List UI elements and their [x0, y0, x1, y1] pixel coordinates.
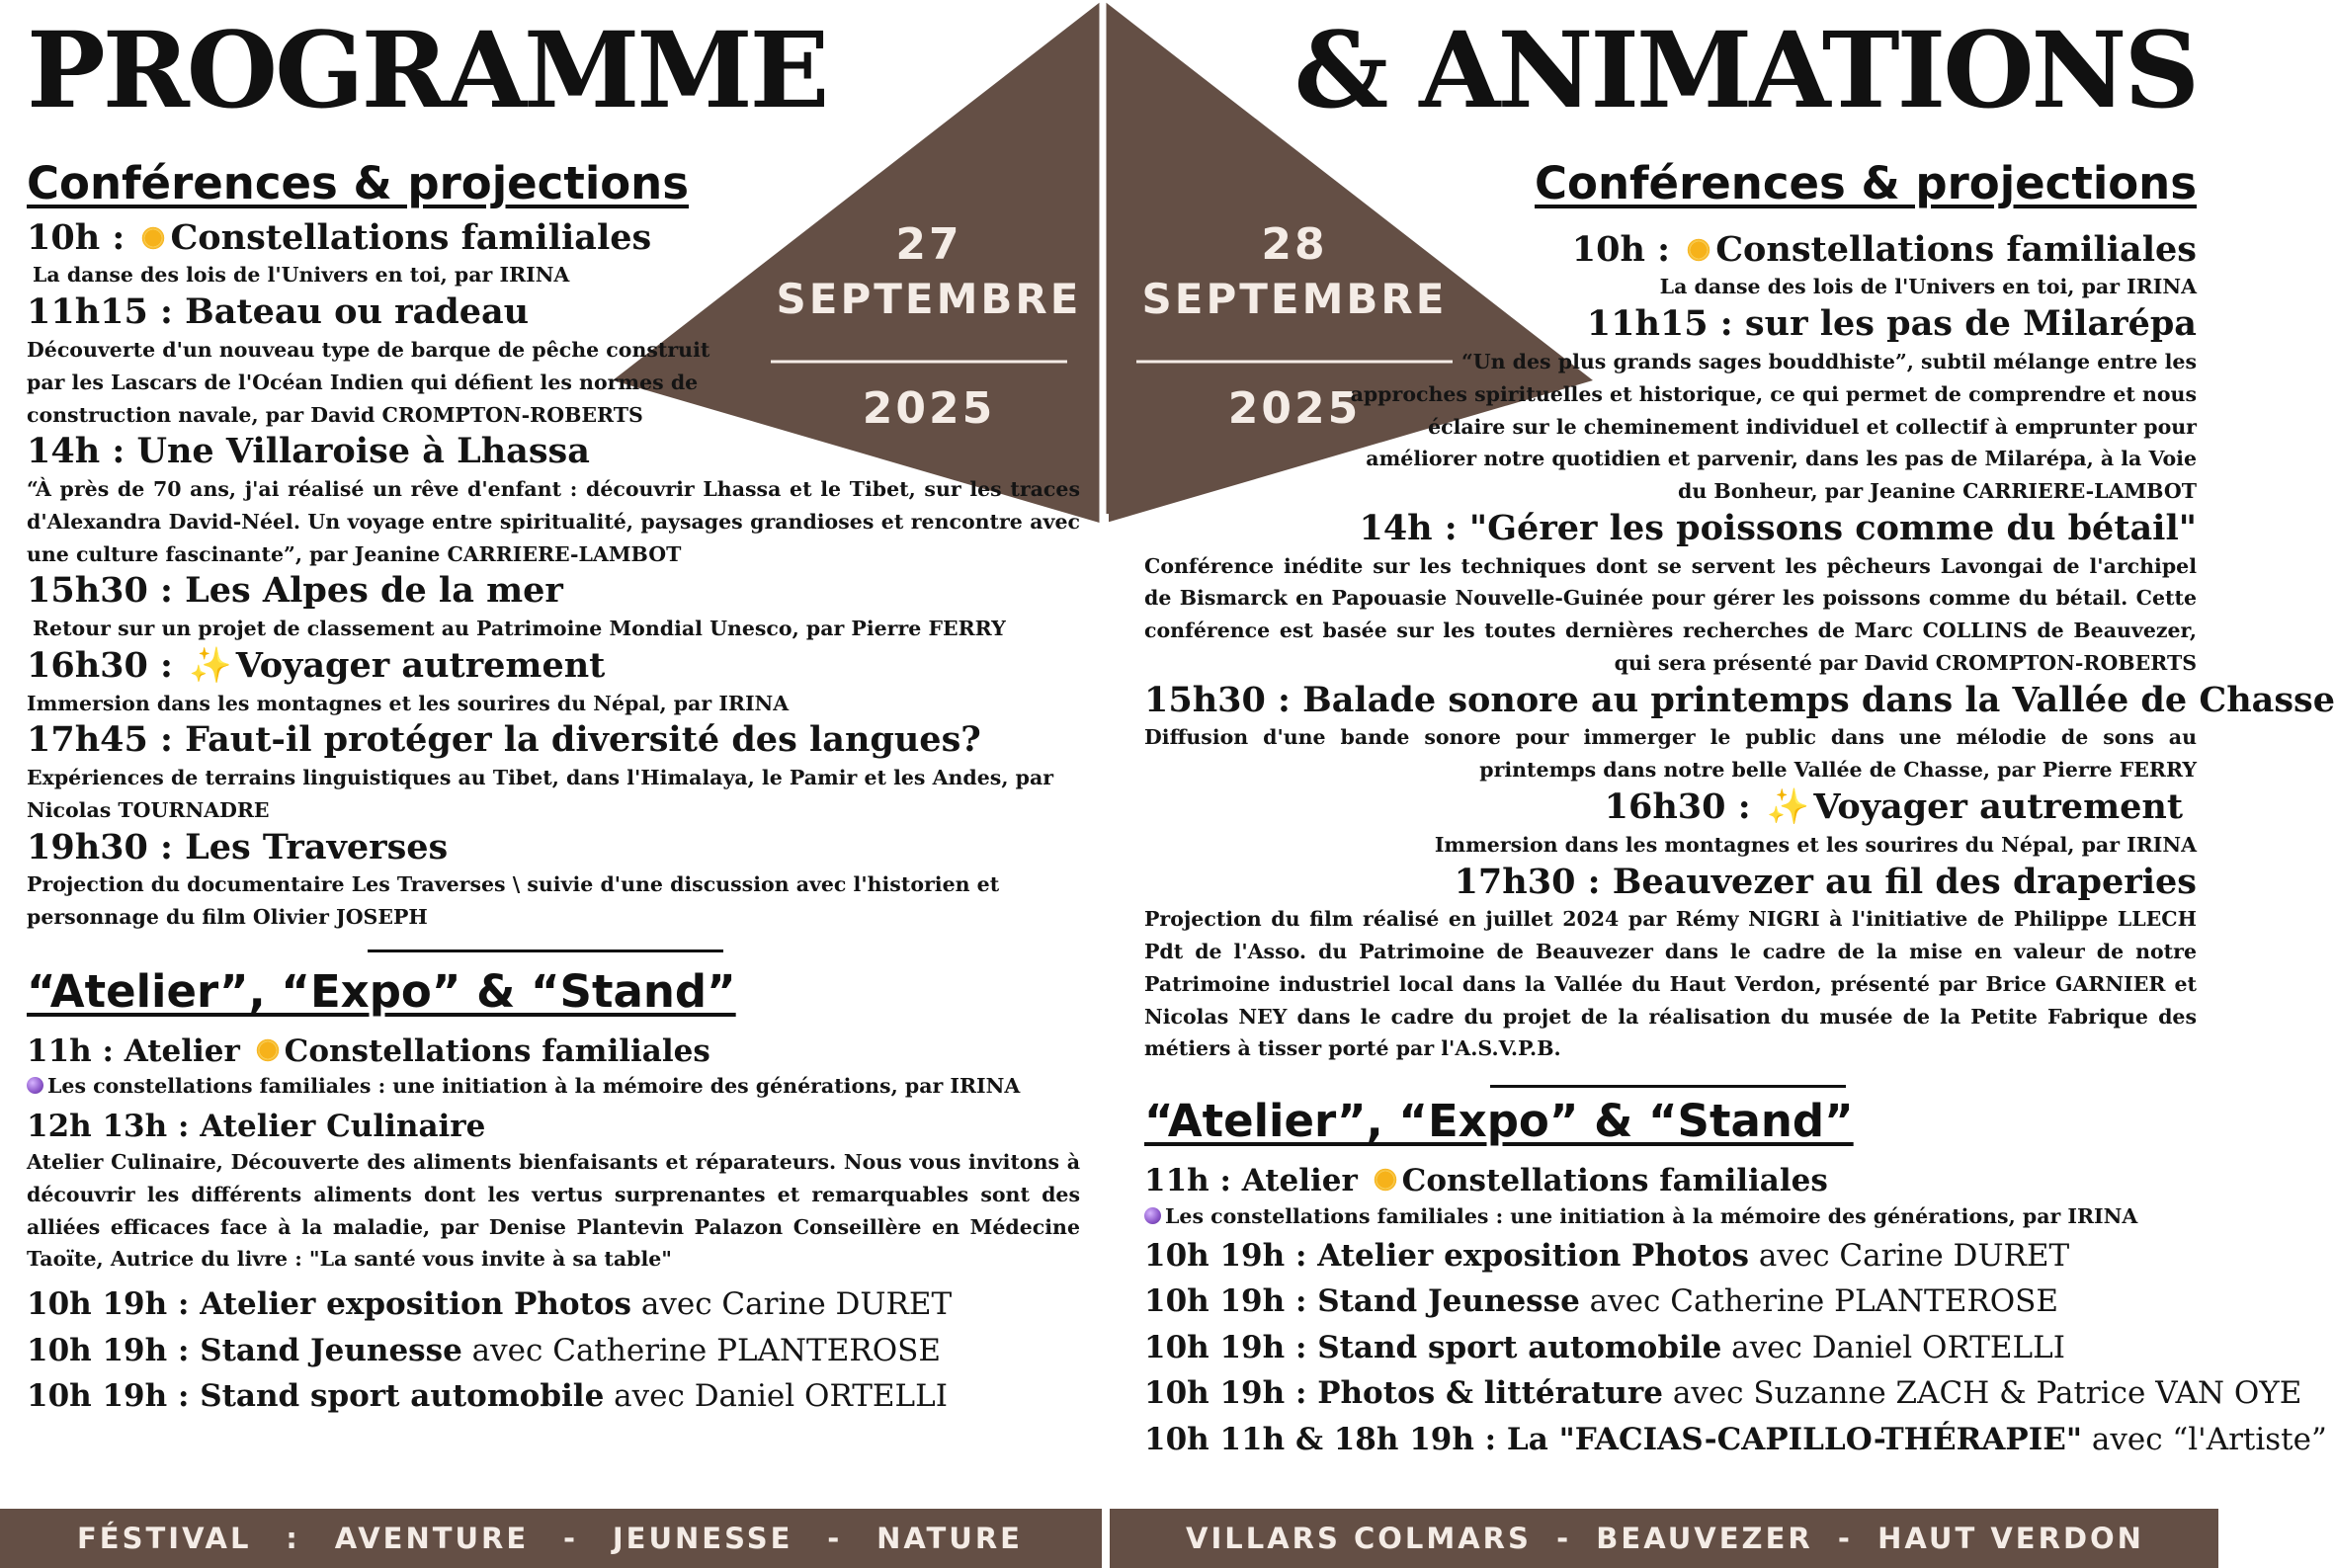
footer-left	[0, 1509, 1102, 1568]
event-desc: Projection du film réalisé en juillet 2024 par Rémy NIGRI à l'initiative de Philippe LLECH Pdt de l'Asso. du Patrimoine de Beauvezer dans le cadre de la mise en valeur de notre Patrimoine industriel local dans la Vallée du Haut Verdon, présenté par Brice GARNIER et Nicolas NEY dans le cadre du projet de la réalisation du musée de la Petite Fabrique des métiers à tisser porté par l'A.S.V.P.B.	[1144, 907, 2197, 1061]
event-time: 16h30 :	[27, 644, 186, 686]
left-event-1	[27, 217, 1107, 291]
left-event-4	[27, 570, 1107, 644]
date-left-day: 27	[895, 219, 962, 270]
event-title: Beauvezer au fil des draperies	[1612, 861, 2197, 902]
sparkle-icon: ✨	[189, 645, 232, 686]
sun-icon	[1686, 237, 1711, 263]
left-event-2	[27, 291, 718, 431]
event-desc: Immersion dans les montagnes et les sourires du Népal, par IRINA	[27, 691, 790, 715]
atelier-time: 11h : Atelier	[27, 1032, 251, 1069]
footer-word: NATURE	[876, 1522, 1023, 1555]
event-title: Constellations familiales	[170, 216, 652, 258]
right-event-4	[1144, 679, 2335, 786]
event-time: 15h30 :	[1144, 679, 1303, 720]
atelier-line: 10h 19h : Stand Jeunesse avec Catherine PLANTEROSE	[1144, 1283, 2058, 1320]
event-title: Balade sonore au printemps dans la Vallée de Chasse	[1302, 679, 2335, 720]
footer-word: BEAUVEZER	[1596, 1522, 1813, 1555]
event-time: 19h30 :	[27, 826, 186, 867]
event-title: Les Traverses	[185, 826, 449, 867]
event-time: 14h :	[27, 431, 137, 472]
event-time: 10h :	[1571, 228, 1683, 270]
left-atelier-heading: “Atelier”, “Expo” & “Stand”	[27, 964, 736, 1018]
footer-sep: -	[563, 1522, 579, 1555]
right-atelier-block	[1144, 1095, 2327, 1462]
footer-word: JEUNESSE	[612, 1522, 793, 1555]
right-atelier-1	[1144, 1163, 2197, 1233]
event-desc: “Un des plus grands sages bouddhiste”, subtil mélange entre les approches spirituelles et historique, ce qui permet de comprendre et nous éclaire sur le cheminement individuel et collectif à emprunter pour améliorer notre quotidien et parvenir, dans les pas de Milarépa, à la Voie du Bonheur, par Jeanine CARRIERE-LAMBOT	[1350, 349, 2197, 504]
atelier-title: Constellations familiales	[284, 1032, 710, 1069]
event-desc: La danse des lois de l'Univers en toi, par IRINA	[33, 263, 570, 288]
main-title-left: PROGRAMME	[27, 8, 827, 131]
atelier-line: 10h 19h : Stand Jeunesse avec Catherine PLANTEROSE	[27, 1332, 941, 1368]
event-desc: Expériences de terrains linguistiques au Tibet, dans l'Himalaya, le Pamir et les Andes, par Nicolas TOURNADRE	[27, 766, 1054, 822]
footer-word: VILLARS COLMARS	[1186, 1522, 1532, 1555]
event-title: Bateau ou radeau	[185, 291, 530, 333]
event-time: 11h15 :	[1586, 303, 1745, 345]
event-desc: Retour sur un projet de classement au Patrimoine Mondial Unesco, par Pierre FERRY	[33, 617, 1006, 641]
left-event-3	[27, 431, 1080, 570]
sun-icon	[255, 1037, 281, 1063]
left-column	[0, 0, 1107, 1509]
crystal-ball-icon	[27, 1077, 43, 1094]
event-title: "Gérer les poissons comme du bétail"	[1468, 507, 2197, 548]
right-atelier-heading: “Atelier”, “Expo” & “Stand”	[1144, 1095, 1854, 1148]
event-title: Faut-il protéger la diversité des langues?	[185, 719, 981, 761]
atelier-line: 10h 11h & 18h 19h : La "FACIAS-CAPILLO-THÉRAPIE" avec “l'Artiste”	[1144, 1421, 2327, 1457]
event-title: Les Alpes de la mer	[185, 570, 563, 612]
date-right-day: 28	[1261, 219, 1328, 270]
event-desc: Découverte d'un nouveau type de barque de pêche construit par les Lascars de l'Océan Indien qui défient les normes de construction navale, par David CROMPTON-ROBERTS	[27, 337, 710, 427]
atelier-time: 11h : Atelier	[1144, 1162, 1369, 1198]
atelier-desc: Atelier Culinaire, Découverte des aliments bienfaisants et réparateurs. Nous vous invitons à découvrir les différents aliments dont les vertus surprenantes et remarquables sont des alliées efficaces face à la maladie, par Denise Plantevin Palazon Conseillère en Médecine Taoïte, Autrice du livre : "La santé vous invite à sa table"	[27, 1150, 1080, 1272]
right-atelier-lines	[1144, 1233, 2327, 1463]
atelier-line: 10h 19h : Stand sport automobile avec Daniel ORTELLI	[27, 1378, 948, 1415]
event-time: 11h15 :	[27, 291, 186, 333]
date-left-month: SEPTEMBRE	[776, 275, 1082, 323]
left-event-5	[27, 645, 1107, 719]
crystal-ball-icon	[1144, 1207, 1161, 1224]
right-separator	[1490, 1085, 1846, 1088]
left-atelier-2	[27, 1109, 1080, 1276]
event-title: Voyager autrement	[235, 644, 606, 686]
event-desc: Immersion dans les montagnes et les sourires du Népal, par IRINA	[1434, 832, 2197, 857]
event-time: 17h30 :	[1454, 861, 1613, 902]
event-time: 17h45 :	[27, 719, 186, 761]
left-event-6	[27, 719, 1080, 826]
event-desc: Projection du documentaire Les Traverses \ suivie d'une discussion avec l'historien et personnage du film Olivier JOSEPH	[27, 872, 1000, 930]
atelier-title: Constellations familiales	[1401, 1162, 1828, 1198]
event-title: sur les pas de Milarépa	[1744, 303, 2197, 345]
event-title: Voyager autrement	[1813, 786, 2183, 828]
event-title: Constellations familiales	[1715, 228, 2197, 270]
atelier-desc: Les constellations familiales : une initiation à la mémoire des générations, par IRINA	[1165, 1203, 2138, 1228]
event-desc: La danse des lois de l'Univers en toi, par IRINA	[1659, 275, 2197, 299]
footer-sep: -	[827, 1522, 843, 1555]
atelier-line: 10h 19h : Photos & littérature avec Suzanne ZACH & Patrice VAN OYE	[1144, 1375, 2302, 1412]
main-title-right: & ANIMATIONS	[1293, 8, 2197, 131]
event-time: 15h30 :	[27, 570, 186, 612]
date-right-year: 2025	[1227, 383, 1362, 434]
footer-word: FÉSTIVAL	[77, 1522, 252, 1555]
footer	[0, 1509, 2218, 1568]
event-title: Une Villaroise à Lhassa	[136, 431, 590, 472]
right-column	[1110, 0, 2335, 1509]
date-right-month: SEPTEMBRE	[1141, 275, 1448, 323]
footer-right	[1110, 1509, 2218, 1568]
event-desc: Diffusion d'une bande sonore pour immerger le public dans une mélodie de sons au printemps dans notre belle Vallée de Chasse, par Pierre FERRY	[1144, 725, 2197, 783]
event-time: 10h :	[27, 216, 137, 258]
event-desc: Conférence inédite sur les techniques dont se servent les pêcheurs Lavongai de l'archipel de Bismarck en Papouasie Nouvelle-Guinée pour gérer les poissons comme du bétail. Cette conférence est basée sur les toutes dernières recherches de Marc COLLINS de Beauvezer, qui sera présenté par David CROMPTON-ROBERTS	[1144, 553, 2197, 675]
event-time: 16h30 :	[1604, 786, 1763, 828]
left-event-7	[27, 827, 1080, 934]
atelier-time: 12h 13h :	[27, 1109, 201, 1145]
right-event-3	[1144, 508, 2197, 680]
footer-sep: :	[286, 1522, 300, 1555]
right-event-6	[1144, 862, 2197, 1066]
footer-sep: -	[1556, 1522, 1572, 1555]
atelier-title: Atelier Culinaire	[200, 1109, 486, 1145]
event-time: 14h :	[1359, 507, 1469, 548]
left-separator	[368, 949, 723, 952]
left-atelier-lines	[27, 1281, 1107, 1420]
right-event-1	[1144, 229, 2197, 303]
event-desc: “À près de 70 ans, j'ai réalisé un rêve d'enfant : découvrir Lhassa et le Tibet, sur les traces d'Alexandra David-Néel. Un voyage entre spiritualité, paysages grandioses et rencontre avec une culture fascinante”, par Jeanine CARRIERE-LAMBOT	[27, 477, 1080, 566]
left-conf-heading: Conférences & projections	[27, 157, 689, 209]
right-event-5	[1144, 786, 2197, 861]
sparkle-icon: ✨	[1766, 787, 1810, 828]
date-left-year: 2025	[862, 383, 996, 434]
sun-icon	[1373, 1167, 1398, 1193]
right-event-2	[1342, 303, 2197, 508]
atelier-line: 10h 19h : Atelier exposition Photos avec Carine DURET	[27, 1286, 953, 1323]
atelier-line: 10h 19h : Stand sport automobile avec Daniel ORTELLI	[1144, 1329, 2065, 1365]
atelier-desc: Les constellations familiales : une initiation à la mémoire des générations, par IRINA	[47, 1074, 1021, 1099]
left-atelier-1	[27, 1033, 1107, 1104]
footer-sep: -	[1837, 1522, 1853, 1555]
atelier-line: 10h 19h : Atelier exposition Photos avec Carine DURET	[1144, 1237, 2070, 1274]
right-conf-heading: Conférences & projections	[1535, 157, 2197, 209]
sun-icon	[140, 225, 166, 251]
footer-word: HAUT VERDON	[1877, 1522, 2144, 1555]
center-divider	[1105, 514, 1109, 1509]
footer-word: AVENTURE	[334, 1522, 530, 1555]
